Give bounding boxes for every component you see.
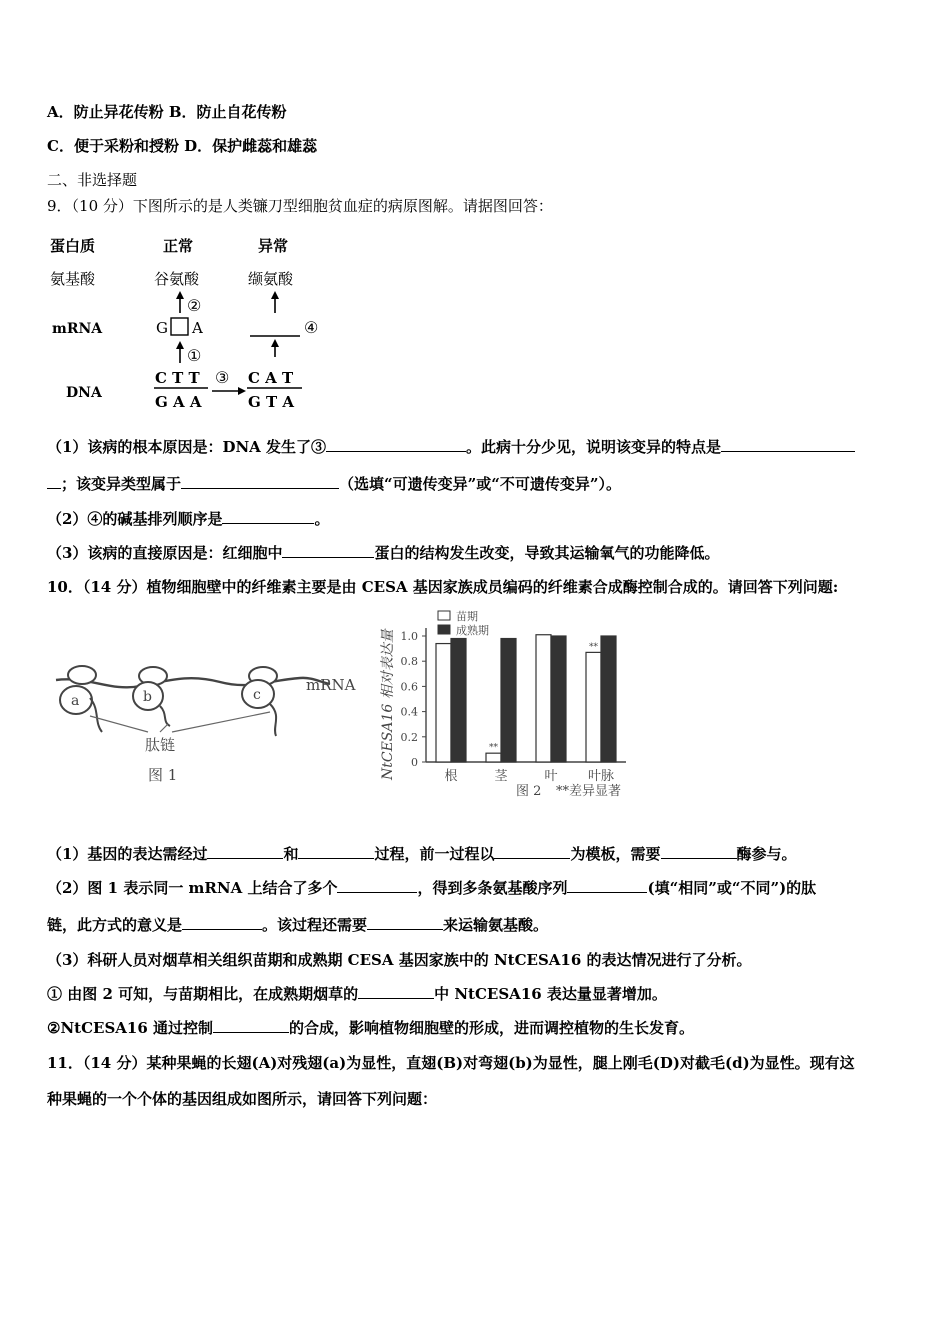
q10-part3-2 (47, 1018, 910, 1038)
q10-p3-1-text-a: ① 由图 2 可知，与苗期相比，在成熟期烟草的 (47, 985, 359, 1003)
q9-p1-text-d: （选填“可遗传变异”或“不可遗传变异”）。 (339, 475, 622, 493)
x-tick-label: 根 (444, 769, 458, 784)
q10-part2-line2 (47, 915, 910, 935)
bar-成熟期-根 (451, 639, 466, 762)
figure1-caption: 图 1 (148, 766, 178, 784)
arrow-head-icon (271, 339, 279, 347)
header-protein: 蛋白质 (50, 237, 96, 255)
q10-p1-text-a: （1）基因的表达需经过 (47, 845, 208, 863)
option-line-cd: C．便于采粉和授粉 D．保护雌蕊和雄蕊 (47, 137, 318, 155)
q10-p2-text-c: (填“相同”或“不同”)的肽 (647, 879, 817, 897)
q11-line1: 11．（14 分）某种果蝇的长翅(A)对残翅(a)为显性，直翅(B)对弯翅(b)为显性，腿上刚毛(D)对截毛(d)为显性。现有这 (47, 1054, 855, 1072)
q9-p2-text-b: 。 (314, 510, 330, 528)
answer-blank[interactable] (207, 844, 283, 859)
mrna-base-g: G (156, 319, 168, 337)
x-tick-label: 叶 (544, 769, 558, 784)
y-axis-label: NtCESA16 相对表达量 (380, 629, 396, 780)
row-amino-acid: 氨基酸 (50, 270, 96, 288)
ribosome-a-small (68, 666, 96, 684)
arrow-head-icon (271, 291, 279, 299)
y-tick-label: 0 (411, 756, 418, 769)
significance-note: **差异显著 (556, 784, 622, 799)
x-tick-label: 茎 (494, 769, 508, 784)
q10-p2-text-f: 来运输氨基酸。 (443, 916, 549, 934)
answer-blank[interactable] (282, 543, 374, 558)
q9-intro: 9．（10 分）下图所示的是人类镰刀型细胞贫血症的病原图解。请据图回答： (47, 197, 553, 215)
y-tick-label: 0.6 (400, 680, 418, 694)
q9-p1-text-b: 。此病十分少见，说明该变异的特点是 (466, 438, 722, 456)
q10-p2-text-d: 链，此方式的意义是 (47, 916, 183, 934)
q10-p2-text-b: ，得到多条氨基酸序列 (417, 879, 568, 897)
q10-part3-1 (47, 984, 910, 1004)
legend-label-苗期: 苗期 (456, 610, 478, 623)
step-2-label: ② (187, 296, 202, 315)
answer-blank[interactable] (326, 437, 466, 452)
answer-blank[interactable] (494, 844, 570, 859)
answer-blank[interactable] (367, 915, 443, 930)
q10-part2-line1 (47, 878, 910, 898)
ribosome-b-label: b (143, 689, 152, 705)
q10-p3-1-text-b: 中 NtCESA16 表达量显著增加。 (434, 985, 667, 1003)
q10-p3-2-text-b: 的合成，影响植物细胞壁的形成，进而调控植物的生长发育。 (289, 1019, 695, 1037)
mrna-blank-box (171, 318, 188, 335)
q10-p1-text-c: 过程，前一过程以 (374, 845, 495, 863)
section-heading: 二、非选择题 (47, 171, 138, 189)
q9-p3-text-b: 蛋白的结构发生改变，导致其运输氧气的功能降低。 (374, 544, 720, 562)
answer-blank[interactable] (567, 878, 647, 893)
q10-p1-text-e: 酶参与。 (736, 845, 797, 863)
legend-label-成熟期: 成熟期 (456, 624, 489, 637)
q10-p2-text-e: 。该过程还需要 (262, 916, 368, 934)
q10-p1-text-b: 和 (283, 845, 299, 863)
answer-blank[interactable] (298, 844, 374, 859)
step-3-label: ③ (215, 368, 230, 387)
answer-blank[interactable] (181, 474, 339, 489)
y-tick-label: 0.4 (400, 705, 418, 719)
arrow-head-icon (176, 341, 184, 349)
row-dna: DNA (66, 385, 102, 401)
answer-blank[interactable] (182, 915, 262, 930)
significance-mark: ** (489, 743, 498, 754)
q9-p2-text-a: （2）④的碱基排列顺序是 (47, 510, 223, 528)
figure2-caption: 图 2 (516, 784, 542, 799)
q10-intro: 10．（14 分）植物细胞壁中的纤维素主要是由 CESA 基因家族成员编码的纤维素合成酶控制合成的。请回答下列问题: (47, 578, 839, 596)
arrow-head-icon (176, 291, 184, 299)
header-abnormal: 异常 (258, 237, 289, 255)
normal-amino-acid: 谷氨酸 (154, 270, 200, 288)
q10-p3-2-text-a: ②NtCESA16 通过控制 (47, 1019, 214, 1037)
abnormal-amino-acid: 缬氨酸 (248, 270, 294, 288)
step-1-label: ① (187, 346, 202, 365)
normal-dna-top: C T T (155, 369, 200, 387)
q10-part1 (47, 844, 910, 864)
peptide-chain-c (270, 704, 276, 736)
q9-part2 (47, 509, 910, 529)
normal-dna-bottom: G A A (155, 393, 202, 411)
polysome-figure (50, 640, 370, 790)
peptide-chain-b (160, 706, 170, 726)
q9-p1-text-a: （1）该病的根本原因是：DNA 发生了③ (47, 438, 327, 456)
step-4-label: ④ (304, 318, 319, 337)
arrow-head-icon (238, 387, 246, 395)
expression-bar-chart (370, 605, 650, 805)
x-tick-label: 叶脉 (587, 769, 615, 784)
answer-blank[interactable] (47, 474, 61, 489)
answer-blank[interactable] (222, 509, 314, 524)
q10-p1-text-d: 为模板，需要 (570, 845, 661, 863)
bar-成熟期-叶 (551, 636, 566, 762)
answer-blank[interactable] (213, 1018, 289, 1033)
bar-成熟期-叶脉 (601, 636, 616, 762)
pointer-line (160, 724, 168, 732)
mrna-strand (56, 678, 330, 687)
answer-blank[interactable] (358, 984, 434, 999)
abnormal-dna-top: C A T (248, 369, 294, 387)
answer-blank[interactable] (721, 437, 855, 452)
q10-part3: （3）科研人员对烟草相关组织苗期和成熟期 CESA 基因家族中的 NtCESA16 的表达情况进行了分析。 (47, 951, 752, 969)
q9-part3 (47, 543, 910, 563)
peptide-label: 肽链 (145, 736, 176, 754)
significance-mark: ** (589, 642, 598, 653)
header-normal: 正常 (163, 237, 194, 255)
y-tick-label: 1.0 (400, 630, 418, 643)
q9-part1-line2 (47, 474, 910, 494)
y-tick-label: 0.2 (400, 730, 418, 744)
legend-swatch-苗期 (438, 611, 450, 620)
answer-blank[interactable] (337, 878, 417, 893)
y-tick-label: 0.8 (400, 655, 418, 669)
option-line-ab: A．防止异花传粉 B．防止自花传粉 (47, 103, 287, 121)
q9-part1-line1 (47, 437, 910, 457)
mrna-base-a: A (192, 319, 203, 337)
legend-swatch-成熟期 (438, 625, 450, 634)
mrna-label: mRNA (306, 676, 356, 694)
q10-p2-text-a: （2）图 1 表示同一 mRNA 上结合了多个 (47, 879, 338, 897)
ribosome-a-label: a (71, 693, 80, 709)
answer-blank[interactable] (661, 844, 737, 859)
row-mrna: mRNA (52, 321, 103, 337)
q11-line2: 种果蝇的一个个体的基因组成如图所示，请回答下列问题： (47, 1090, 438, 1108)
bar-苗期-叶脉 (586, 652, 601, 762)
sickle-cell-diagram (40, 225, 340, 420)
pointer-line (172, 712, 270, 732)
bar-苗期-根 (436, 644, 451, 762)
bar-苗期-茎 (486, 753, 501, 762)
plot-area (401, 609, 627, 784)
q9-p3-text-a: （3）该病的直接原因是：红细胞中 (47, 544, 283, 562)
ribosome-c-label: c (253, 687, 261, 703)
q9-p1-text-c: ；该变异类型属于 (61, 475, 182, 493)
bar-苗期-叶 (536, 635, 551, 762)
abnormal-dna-bottom: G T A (248, 393, 295, 411)
bar-成熟期-茎 (501, 639, 516, 762)
